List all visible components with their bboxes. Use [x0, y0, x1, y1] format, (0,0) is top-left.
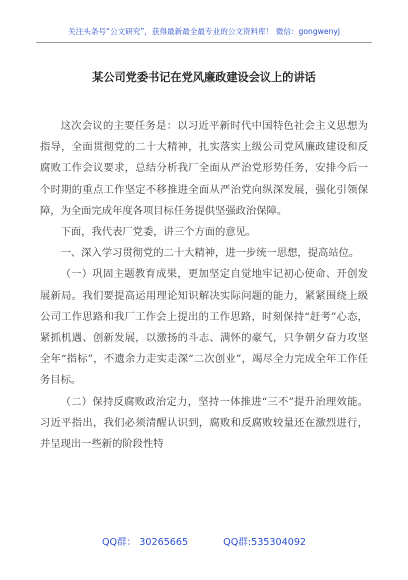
paragraph: 一、深入学习贯彻党的二十大精神，进一步统一思想，提高站位。	[60, 247, 360, 260]
header-divider	[36, 42, 372, 43]
footer	[0, 534, 408, 548]
footer-qq-group-1: QQ群： 30265665	[101, 537, 189, 548]
document-title: 某公司党委书记在党风廉政建设会议上的讲话	[92, 70, 316, 84]
paragraph: 下面，我代表厂党委，讲三个方面的意见。	[60, 226, 257, 239]
header-note: 关注头条号“公文研究”，获得最新最全最专业的公文资料库！ 微信：gongwenyj	[68, 27, 340, 36]
paragraph: （一）巩固主题教育成果，更加坚定自觉地牢记初心使命、开创发展新局。我们要提高运用理论知识解决实际问题的能力，紧紧围绕上级公司工作思路和我厂工作会上提出的工作思路，时刻保持“赶考”心态，紧抓机遇、创新发展，以激扬的斗志、满怀的豪气，只争朝夕奋力攻坚全年“指标”，不遗余力走实走深“二次创业”，竭尽全力完成全年工作任务目标。	[40, 268, 368, 387]
paragraph: （二）保持反腐败政治定力，坚持一体推进“三不”提升治理效能。习近平指出，我们必须清醒认识到，腐败和反腐败较量还在激烈进行，并呈现出一些新的阶段性特	[40, 395, 368, 451]
document-body	[40, 116, 368, 455]
footer-qq-group-2: QQ群:535304092	[223, 537, 307, 548]
paragraph: 这次会议的主要任务是：以习近平新时代中国特色社会主义思想为指导，全面贯彻党的二十大精神，扎实落实上级公司党风廉政建设和反腐败工作会议要求，总结分析我厂全面从严治党形势任务，安排今后一个时期的重点工作坚定不移推进全面从严治党向纵深发展，强化引领保障，为全面完成年度各项目标任务提供坚强政治保障。	[40, 120, 368, 217]
